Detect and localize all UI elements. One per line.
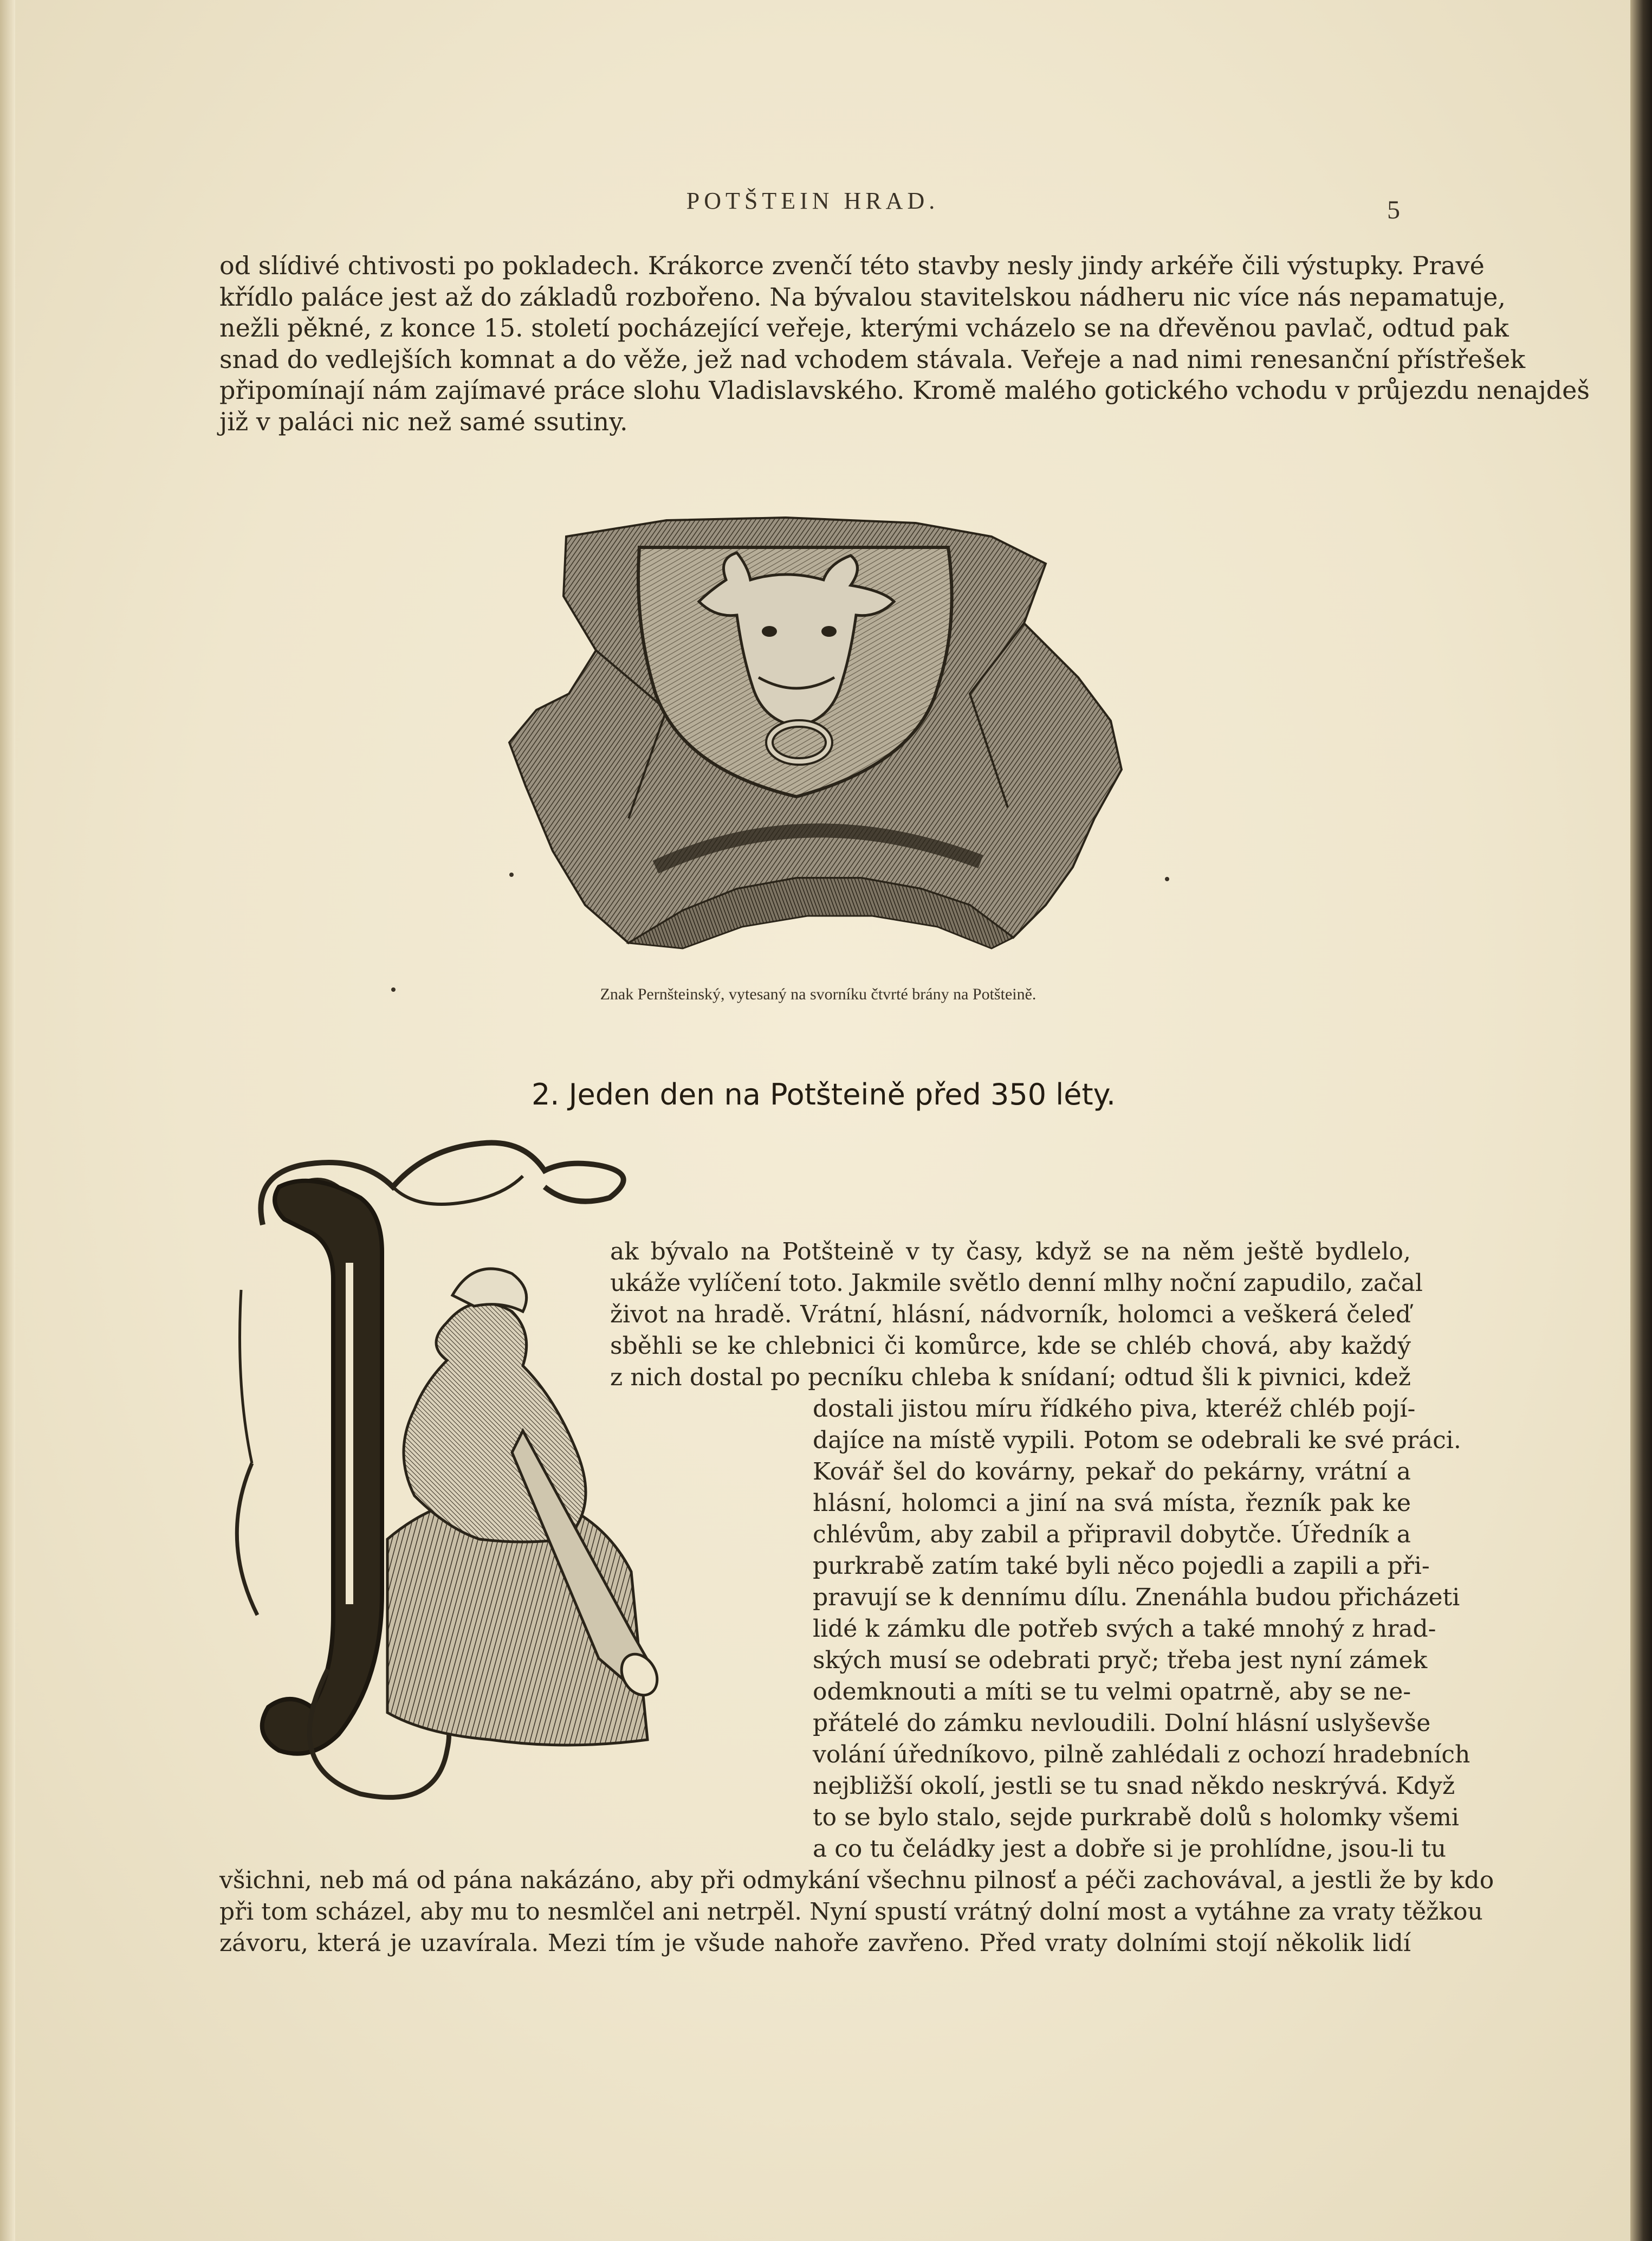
paragraph-line: křídlo paláce jest až do základů rozbořeno. Na bývalou stavitelskou nádheru nic více nás nepamatuje, <box>219 282 1506 312</box>
body-line: volání úředníkovo, pilně zahlédali z ochozí hradebních <box>813 1741 1470 1768</box>
body-line: chlévům, aby zabil a připravil dobytče. Úředník a <box>813 1521 1411 1548</box>
paragraph-line: připomínají nám zajímavé práce slohu Vladislavského. Kromě malého gotického vchodu v průjezdu nenajdeš <box>219 376 1590 405</box>
body-line: sběhli se ke chlebnici či komůrce, kde se chléb chová, aby každý <box>610 1332 1411 1360</box>
paragraph-line: od slídivé chtivosti po pokladech. Krákorce zvenčí této stavby nesly jindy arkéře čili výstupky. Pravé <box>219 251 1485 280</box>
paragraph-line: nežli pěkné, z konce 15. století pocházející veřeje, kterými vcházelo se na dřevěnou pavlač, odtud pak <box>219 313 1509 343</box>
print-speck <box>391 987 396 992</box>
body-line: purkrabě zatím také byli něco pojedli a zapili a při- <box>813 1552 1430 1580</box>
decorated-initial-J <box>219 1127 794 1816</box>
paragraph-1 <box>219 250 1590 437</box>
body-line: dostali jistou míru řídkého piva, kteréž chléb pojí- <box>813 1395 1416 1423</box>
body-line: z nich dostal po pecníku chleba k snídaní; odtud šli k pivnici, kdež <box>610 1364 1411 1391</box>
body-line: lidé k zámku dle potřeb svých a také mnohý z hrad- <box>813 1615 1436 1643</box>
page-number: 5 <box>1387 196 1400 224</box>
paragraph-line: již v paláci nic než samé ssutiny. <box>219 406 628 436</box>
body-line: pravují se k dennímu dílu. Znenáhla budou přicházeti <box>813 1584 1460 1611</box>
print-speck <box>1165 877 1169 881</box>
figure-caption: Znak Pernšteinský, vytesaný na svorníku čtvrté brány na Potšteině. <box>600 985 1036 1003</box>
body-line: odemknouti a míti se tu velmi opatrně, aby se ne- <box>813 1678 1411 1706</box>
body-line: ak bývalo na Potšteině v ty časy, když se na něm ještě bydlelo, <box>610 1238 1411 1265</box>
body-line: přátelé do zámku nevloudili. Dolní hlásní uslyševše <box>813 1709 1431 1737</box>
keystone-illustration <box>504 515 1132 948</box>
section-heading: 2. Jeden den na Potšteině před 350 léty. <box>531 1077 1116 1112</box>
body-line: všichni, neb má od pána nakázáno, aby při odmykání všechnu pilnosť a péči zachovával, a jestli že by kdo <box>219 1867 1494 1894</box>
body-line: závoru, která je uzavírala. Mezi tím je všude nahoře zavřeno. Před vraty dolními stojí několik lidí <box>219 1929 1411 1957</box>
paragraph-line: snad do vedlejších komnat a do věže, jež nad vchodem stávala. Veřeje a nad nimi renesanční přístřešek <box>219 344 1526 374</box>
body-line: a co tu čeládky jest a dobře si je prohlídne, jsou-li tu <box>813 1835 1447 1863</box>
body-line: dajíce na místě vypili. Potom se odebrali ke své práci. <box>813 1426 1461 1454</box>
body-line: hlásní, holomci a jiní na svá místa, řezník pak ke <box>813 1489 1411 1517</box>
coat-of-arms-engraving <box>504 515 1132 948</box>
print-speck <box>509 873 514 877</box>
page-gutter-shadow <box>0 0 15 2241</box>
body-line: ských musí se odebrati pryč; třeba jest nyní zámek <box>813 1646 1428 1674</box>
body-line: to se bylo stalo, sejde purkrabě dolů s holomky všemi <box>813 1804 1459 1831</box>
body-line: nejbližší okolí, jestli se tu snad někdo neskrývá. Když <box>813 1772 1455 1800</box>
body-line: život na hradě. Vrátní, hlásní, nádvorník, holomci a veškerá čeleď <box>610 1301 1411 1328</box>
body-line: Kovář šel do kovárny, pekař do pekárny, vrátní a <box>813 1458 1411 1486</box>
running-head: POTŠTEIN HRAD. <box>686 188 940 214</box>
page-edge-shadow <box>1630 0 1652 2241</box>
trumpeter-illustration <box>219 1127 794 1816</box>
body-line: ukáže vylíčení toto. Jakmile světlo denní mlhy noční zapudilo, začal <box>610 1269 1423 1297</box>
body-line: při tom scházel, aby mu to nesmlčel ani netrpěl. Nyní spustí vrátný dolní most a vytáhne za vraty těžkou <box>219 1898 1483 1926</box>
